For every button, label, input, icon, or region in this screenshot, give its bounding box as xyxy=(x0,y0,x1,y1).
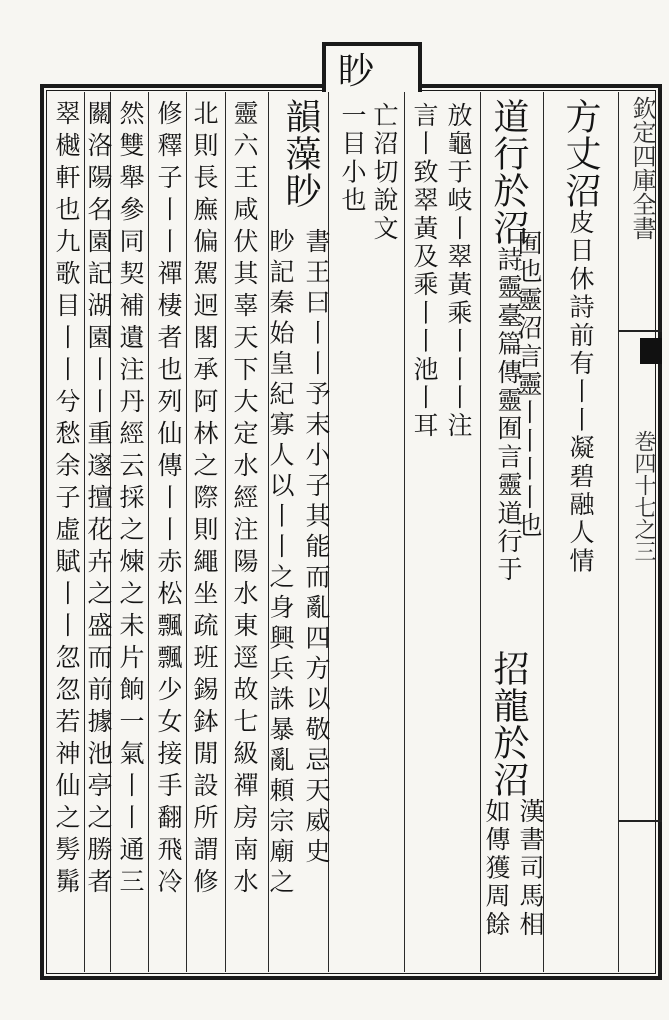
entry-note: 翠樾軒也九歌目丨丨兮愁余子虛賦丨丨忽忽若神仙之髣髴 xyxy=(52,100,81,900)
column-9 xyxy=(280,98,321,209)
column-rule xyxy=(186,92,187,972)
column-rule xyxy=(404,92,405,972)
entry-note: 修釋子丨丨禪棲者也列仙傳丨丨赤松飄飄少女接手翻飛冷 xyxy=(154,100,183,900)
column-16 xyxy=(54,100,79,900)
column-9-note xyxy=(304,228,329,869)
entry-heading: 韻藻眇 xyxy=(280,98,321,209)
entry-heading: 招龍於沼 xyxy=(488,650,529,798)
entry-note: 囿也靈沼言靈丨丨丨丨也 xyxy=(514,230,543,541)
column-7 xyxy=(372,102,397,243)
column-10 xyxy=(268,228,293,899)
edge-rule-lower xyxy=(618,820,662,822)
edge-title: 欽定四庫全書 xyxy=(628,96,656,240)
column-13 xyxy=(156,100,181,900)
entry-note: 書王曰丨丨予末小子其能而亂四方以敬忌天威史 xyxy=(302,228,331,869)
entry-heading: 方丈沼 xyxy=(560,98,601,209)
column-15 xyxy=(86,100,111,900)
entry-note: 漢書司馬相 xyxy=(516,798,545,939)
column-3-tail xyxy=(518,798,543,939)
column-11 xyxy=(232,100,257,900)
entry-note: 詩靈臺篇傳靈囿言靈道行于 xyxy=(494,246,523,585)
entry-note: 北則長廡偏駕迥閣承阿林之際則繩坐疏班錫鉢閒設所謂修 xyxy=(190,100,219,900)
column-6 xyxy=(412,102,437,440)
fishtail-mark xyxy=(640,338,662,364)
entry-note: 關洛陽名園記湖園丨丨重邃擅花卉之盛而前據池亭之勝者 xyxy=(84,100,113,900)
entry-note: 亡沼切說文 xyxy=(370,102,399,243)
column-rule xyxy=(225,92,226,972)
column-4 xyxy=(484,798,509,939)
column-8 xyxy=(340,102,365,215)
entry-note: 如傳獲周餘 xyxy=(482,798,511,939)
entry-note: 放龜于岐丨翠黃乘丨丨丨注 xyxy=(444,102,473,441)
column-12 xyxy=(192,100,217,900)
column-3 xyxy=(516,230,541,540)
column-rule xyxy=(618,92,619,972)
entry-note: 一目小也 xyxy=(338,102,367,215)
edge-rule xyxy=(618,330,662,332)
entry-note: 言丨致翠黃及乘丨丨池丨耳 xyxy=(410,102,439,441)
entry-note: 眇記秦始皇紀寡人以丨丨之身興兵誅暴亂頼宗廟之 xyxy=(266,228,295,899)
column-1 xyxy=(560,98,601,576)
entry-heading: 道行於沼 xyxy=(488,98,529,246)
entry-note: 然雙舉參同契補遺注丹經云採之煉之未片餉一氣丨丨通三 xyxy=(116,100,145,900)
edge-volume: 巻四十七之三 xyxy=(631,430,656,562)
column-14 xyxy=(118,100,143,900)
column-rule xyxy=(148,92,149,972)
entry-note: 靈六王咸伏其辜天下大定水經注陽水東逕故七級禪房南水 xyxy=(230,100,259,900)
column-5 xyxy=(446,102,471,440)
tab-head-character: 眇 xyxy=(338,51,375,92)
column-3-heading xyxy=(488,650,529,798)
column-rule xyxy=(480,92,481,972)
entry-note: 皮日休詩前有丨丨凝碧融人情 xyxy=(566,209,595,576)
